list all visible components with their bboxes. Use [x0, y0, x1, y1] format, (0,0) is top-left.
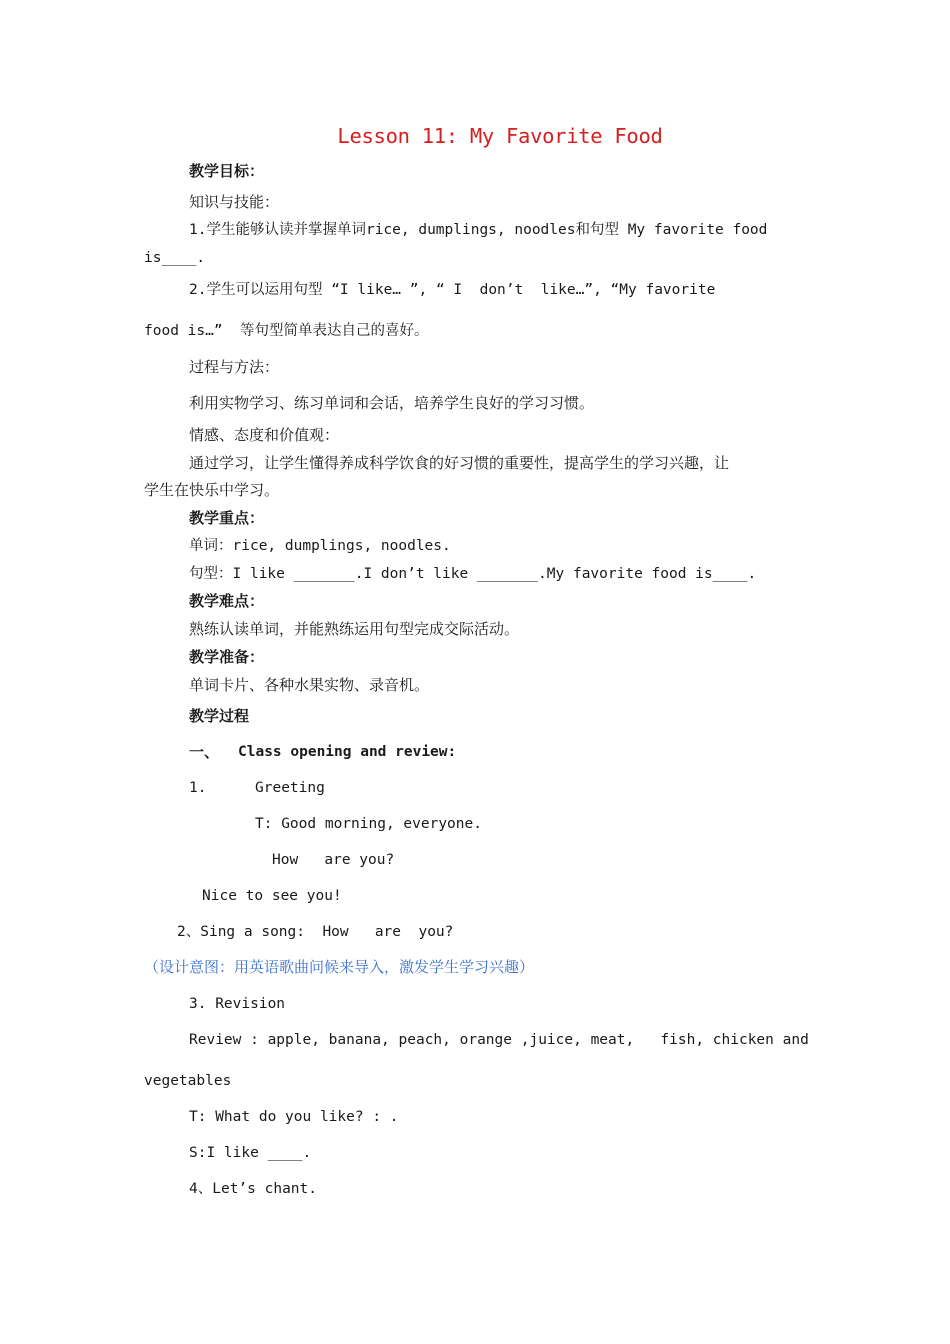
emotion-line-2: 学生在快乐中学习。	[144, 481, 280, 499]
prep-heading: 教学准备：	[189, 648, 265, 666]
lesson-title: Lesson 11: My Favorite Food	[337, 124, 663, 148]
objectives-heading: 教学目标：	[189, 162, 265, 180]
objective-1-line-2: is____.	[144, 250, 206, 266]
objective-2-line-2: food is…” 等句型简单表达自己的喜好。	[144, 323, 429, 339]
step-1-number: 一、	[189, 743, 220, 761]
objective-1-line-1: 1.学生能够认读并掌握单词rice, dumplings, noodles和句型 My favorite food	[189, 222, 768, 238]
chant-step: 4、Let’s chant.	[189, 1181, 317, 1197]
process-method-text: 利用实物学习、练习单词和会话，培养学生良好的学习习惯。	[189, 394, 595, 412]
key-sentences: 句型：I like _______.I don’t like _______.My favorite food is____.	[189, 566, 757, 582]
revision-heading: 3. Revision	[189, 996, 286, 1012]
objective-2-line-1: 2.学生可以运用句型 “I like… ”, “ I don’t like…”, “My favorite	[189, 282, 716, 298]
teacher-question: T: What do you like? : .	[189, 1109, 399, 1125]
key-words: 单词：rice, dumplings, noodles.	[189, 538, 451, 554]
step-1-title: Class opening and review:	[238, 744, 457, 760]
difficulty-text: 熟练认读单词，并能熟练运用句型完成交际活动。	[189, 620, 520, 638]
emotion-heading: 情感、态度和价值观：	[189, 426, 340, 444]
prep-text: 单词卡片、各种水果实物、录音机。	[189, 676, 430, 694]
greeting-number: 1.	[189, 780, 207, 796]
greeting-label: Greeting	[255, 780, 325, 796]
greeting-how: How are you?	[272, 852, 395, 868]
student-answer: S:I like ____.	[189, 1145, 312, 1161]
greeting-teacher: T: Good morning, everyone.	[255, 816, 482, 832]
review-line-2: vegetables	[144, 1073, 232, 1089]
process-method-heading: 过程与方法：	[189, 358, 280, 376]
emotion-line-1: 通过学习，让学生懂得养成科学饮食的好习惯的重要性，提高学生的学习兴趣，让	[189, 454, 730, 472]
review-line-1: Review : apple, banana, peach, orange ,juice, meat, fish, chicken and	[189, 1032, 809, 1048]
greeting-nice: Nice to see you!	[202, 888, 342, 904]
key-points-heading: 教学重点：	[189, 509, 265, 527]
design-intent-note: （设计意图：用英语歌曲问候来导入，激发学生学习兴趣）	[144, 958, 535, 976]
knowledge-heading: 知识与技能：	[189, 193, 280, 211]
sing-song: 2、Sing a song: How are you?	[177, 924, 454, 940]
difficulty-heading: 教学难点：	[189, 592, 265, 610]
procedure-heading: 教学过程	[189, 707, 250, 725]
